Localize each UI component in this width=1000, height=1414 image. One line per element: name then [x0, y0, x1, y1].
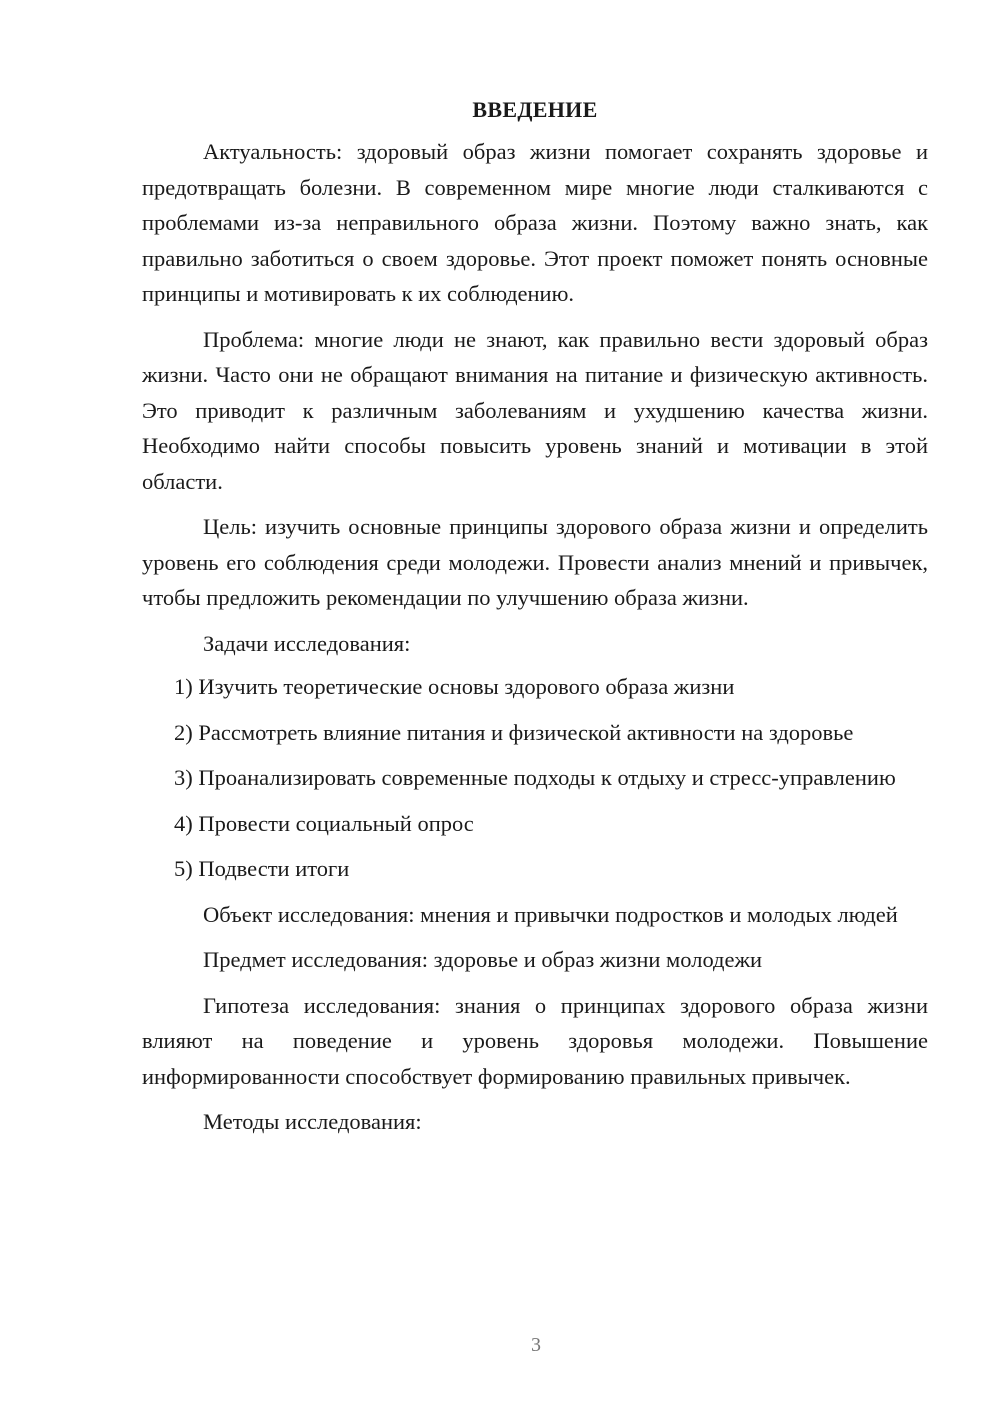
task-item-2: 2) Рассмотреть влияние питания и физической активности на здоровье	[174, 719, 854, 745]
paragraph-relevance: Актуальность: здоровый образ жизни помогает сохранять здоровье и предотвращать болезни. В современном мире многие люди сталкиваются с проблемами из-за неправильного образа жизни. Поэтому важно знать, как правильно заботиться о своем здоровье. Этот проект поможет понять основные принципы и мотивировать к их соблюдению.	[142, 139, 928, 306]
page-number: 3	[531, 1334, 541, 1356]
paragraph-hypothesis: Гипотеза исследования: знания о принципах здорового образа жизни влияют на поведение и уровень здоровья молодежи. Повышение информированности способствует формированию правильных привычек.	[142, 992, 928, 1089]
document-page	[142, 94, 928, 1150]
paragraph-problem: Проблема: многие люди не знают, как правильно вести здоровый образ жизни. Часто они не обращают внимания на питание и физическую активность. Это приводит к различным заболеваниям и ухудшению качества жизни. Необходимо найти способы повысить уровень знаний и мотивации в этой области.	[142, 326, 928, 494]
paragraph-object: Объект исследования: мнения и привычки подростков и молодых людей	[203, 901, 898, 927]
task-item-5: 5) Подвести итоги	[174, 856, 350, 881]
task-item-4: 4) Провести социальный опрос	[174, 810, 474, 836]
section-title: ВВЕДЕНИЕ	[472, 97, 598, 122]
task-item-3: 3) Проанализировать современные подходы к отдыху и стресс-управлению	[174, 765, 896, 790]
methods-heading: Методы исследования:	[203, 1109, 422, 1134]
paragraph-subject: Предмет исследования: здоровье и образ жизни молодежи	[203, 947, 763, 972]
task-item-1: 1) Изучить теоретические основы здорового образа жизни	[174, 674, 735, 699]
paragraph-goal: Цель: изучить основные принципы здорового образа жизни и определить уровень его соблюдения среди молодежи. Провести анализ мнений и привычек, чтобы предложить рекомендации по улучшению образа жизни.	[142, 514, 928, 610]
tasks-heading: Задачи исследования:	[203, 630, 411, 656]
